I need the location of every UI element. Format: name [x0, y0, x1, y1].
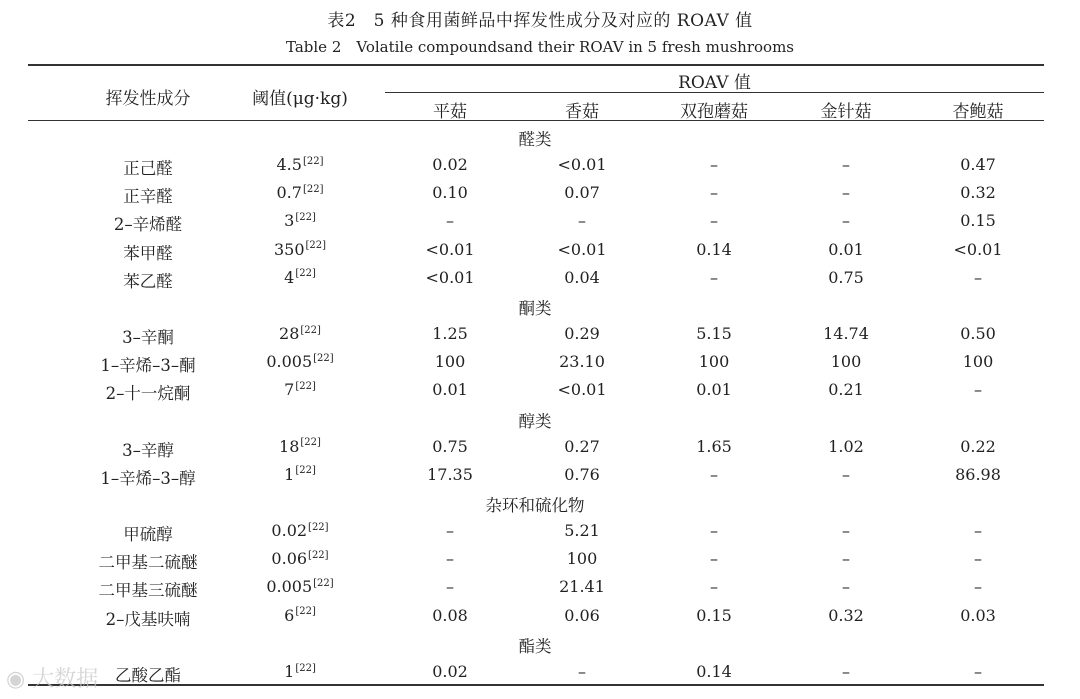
threshold-number: 0.005: [266, 577, 313, 597]
reference-superscript: [22]: [295, 381, 316, 393]
roav-value: 0.76: [564, 464, 600, 484]
roav-value: <0.01: [953, 239, 1003, 259]
reference-superscript: [22]: [295, 465, 316, 477]
roav-value: 0.15: [696, 605, 732, 625]
roav-value: 0.14: [696, 661, 732, 681]
roav-value: –: [710, 155, 718, 175]
reference-superscript: [22]: [300, 324, 321, 336]
threshold-number: 28: [279, 324, 300, 344]
roav-value: –: [446, 521, 454, 541]
roav-value: –: [446, 211, 454, 231]
roav-value: <0.01: [425, 239, 475, 259]
roav-value: –: [710, 577, 718, 597]
roav-value: 0.27: [564, 436, 600, 456]
header-mushroom: 香菇: [565, 102, 599, 122]
header-mushroom: 双孢蘑菇: [680, 102, 748, 122]
roav-value: 0.14: [696, 239, 732, 259]
threshold-number: 18: [279, 436, 300, 456]
reference-superscript: [22]: [308, 521, 329, 533]
roav-value: –: [842, 464, 850, 484]
header-mushroom: 平菇: [433, 102, 467, 122]
reference-superscript: [22]: [302, 183, 324, 195]
compound-name: 甲硫醇: [123, 525, 173, 545]
threshold-value: [200, 268, 400, 287]
threshold-value: [200, 183, 400, 202]
section-title: 醇类: [518, 411, 552, 431]
reference-superscript: [22]: [308, 549, 329, 561]
threshold-number: 0.06: [271, 549, 308, 569]
roav-value: 0.32: [828, 605, 864, 625]
threshold-value: [200, 662, 400, 681]
watermark-text: 大数据: [32, 667, 99, 692]
table-caption-cn: 表2 5 种食用菌鲜品中挥发性成分及对应的 ROAV 值: [327, 11, 753, 31]
compound-name: 苯乙醛: [123, 271, 173, 291]
threshold-number: 7: [284, 380, 295, 400]
roav-value: 0.03: [960, 605, 996, 625]
reference-superscript: [22]: [295, 212, 316, 224]
compound-name: 二甲基三硫醚: [98, 581, 198, 601]
roav-value: 1.02: [828, 436, 864, 456]
roav-value: 0.22: [960, 436, 996, 456]
reference-superscript: [22]: [313, 352, 334, 364]
roav-value: 1.65: [696, 436, 732, 456]
threshold-value: [200, 352, 400, 371]
roav-value: –: [842, 661, 850, 681]
roav-value: 0.15: [960, 211, 996, 231]
compound-name: 正辛醛: [123, 187, 173, 207]
roav-value: 21.41: [559, 577, 605, 597]
roav-value: –: [842, 183, 850, 203]
roav-value: –: [842, 577, 850, 597]
roav-value: 17.35: [427, 464, 473, 484]
reference-superscript: [22]: [305, 240, 327, 252]
compound-name: 3–辛醇: [122, 440, 174, 460]
threshold-value: [200, 521, 400, 540]
roav-value: 86.98: [955, 464, 1001, 484]
roav-value: 14.74: [823, 324, 869, 344]
roav-value: –: [974, 267, 982, 287]
threshold-number: 4: [284, 267, 295, 287]
compound-name: 1–辛烯–3–醇: [100, 468, 196, 488]
header-mushroom: 金针菇: [820, 102, 872, 122]
compound-name: 二甲基二硫醚: [98, 553, 198, 573]
compound-name: 1–辛烯–3–酮: [100, 356, 196, 376]
roav-value: 100: [698, 352, 730, 372]
roav-value: 100: [434, 352, 466, 372]
roav-value: 0.06: [564, 605, 600, 625]
section-title: 酯类: [518, 636, 552, 656]
roav-value: 0.47: [960, 155, 996, 175]
threshold-value: [200, 240, 400, 259]
threshold-value: [200, 577, 400, 596]
roav-value: 100: [830, 352, 862, 372]
reference-superscript: [22]: [313, 578, 334, 590]
threshold-number: 6: [284, 605, 295, 625]
header-roav: ROAV 值: [678, 73, 751, 93]
threshold-number: 0.005: [266, 352, 313, 372]
roav-value: <0.01: [557, 380, 607, 400]
roav-value: –: [710, 549, 718, 569]
watermark: [6, 662, 98, 693]
compound-name: 苯甲醛: [123, 243, 173, 263]
header-compound: 挥发性成分: [105, 89, 191, 109]
threshold-number: 0.02: [271, 521, 308, 541]
roav-value: 0.01: [432, 380, 468, 400]
roav-value: <0.01: [425, 267, 475, 287]
reference-superscript: [22]: [302, 155, 324, 167]
threshold-number: 3: [284, 211, 295, 231]
roav-value: –: [578, 211, 586, 231]
roav-value: –: [974, 380, 982, 400]
roav-value: 100: [566, 549, 598, 569]
threshold-number: 1: [284, 661, 295, 681]
threshold-value: [200, 324, 400, 343]
section-title: 醛类: [518, 130, 552, 149]
top-rule: [28, 64, 1044, 66]
roav-value: 0.29: [564, 324, 600, 344]
roav-value: –: [710, 464, 718, 484]
roav-value: –: [842, 521, 850, 541]
threshold-number: 1: [284, 464, 295, 484]
roav-value: –: [974, 577, 982, 597]
roav-value: 0.07: [564, 183, 600, 203]
roav-value: 0.02: [432, 155, 468, 175]
threshold-value: [200, 465, 400, 484]
compound-name: 正己醛: [123, 159, 173, 179]
roav-value: –: [446, 577, 454, 597]
roav-value: 0.50: [960, 324, 996, 344]
threshold-number: 0.7: [276, 183, 302, 203]
roav-value: 0.32: [960, 183, 996, 203]
compound-name: 2–辛烯醛: [113, 215, 183, 235]
reference-superscript: [22]: [300, 437, 321, 449]
reference-superscript: [22]: [295, 662, 316, 674]
roav-value: 23.10: [559, 352, 605, 372]
section-title: 杂环和硫化物: [485, 495, 585, 515]
compound-name: 3–辛酮: [122, 328, 174, 348]
roav-value: 0.08: [432, 605, 468, 625]
compound-name: 2–十一烷酮: [105, 384, 191, 404]
roav-value: –: [710, 267, 718, 287]
roav-value: 0.21: [828, 380, 864, 400]
roav-value: –: [842, 549, 850, 569]
roav-value: 0.10: [432, 183, 468, 203]
threshold-value: [200, 437, 400, 456]
roav-value: –: [842, 211, 850, 231]
roav-value: <0.01: [557, 155, 607, 175]
threshold-value: [200, 606, 400, 625]
roav-value: 0.02: [432, 661, 468, 681]
roav-value: –: [974, 549, 982, 569]
watermark-icon: ◉: [6, 667, 26, 692]
threshold-number: 4.5: [276, 155, 302, 175]
threshold-value: [200, 155, 400, 174]
reference-superscript: [22]: [295, 606, 316, 618]
threshold-value: [200, 549, 400, 568]
roav-value: –: [974, 521, 982, 541]
roav-value: 0.04: [564, 267, 600, 287]
roav-value: 0.75: [828, 267, 864, 287]
roav-value: –: [710, 211, 718, 231]
header-threshold: 阈值(μg·kg): [252, 89, 348, 109]
compound-name: 乙酸乙酯: [115, 665, 181, 685]
roav-value: 1.25: [432, 324, 468, 344]
roav-value: –: [710, 521, 718, 541]
compound-name: 2–戊基呋喃: [105, 609, 191, 629]
roav-value: 5.15: [696, 324, 732, 344]
roav-value: –: [710, 183, 718, 203]
threshold-number: 350: [273, 239, 305, 259]
roav-value: 0.75: [432, 436, 468, 456]
roav-value: –: [842, 155, 850, 175]
threshold-value: [200, 211, 400, 230]
roav-value: 100: [962, 352, 994, 372]
roav-value: –: [446, 549, 454, 569]
threshold-value: [200, 380, 400, 399]
section-title: 酮类: [518, 298, 552, 318]
roav-value: 0.01: [828, 239, 864, 259]
roav-value: –: [974, 661, 982, 681]
roav-value: <0.01: [557, 239, 607, 259]
roav-value: –: [578, 661, 586, 681]
roav-value: 5.21: [564, 521, 600, 541]
header-mushroom: 杏鲍菇: [952, 102, 1004, 122]
table-caption-en: Table 2 Volatile compoundsand their ROAV in 5 fresh mushrooms: [286, 38, 794, 56]
roav-value: 0.01: [696, 380, 732, 400]
reference-superscript: [22]: [295, 268, 316, 280]
